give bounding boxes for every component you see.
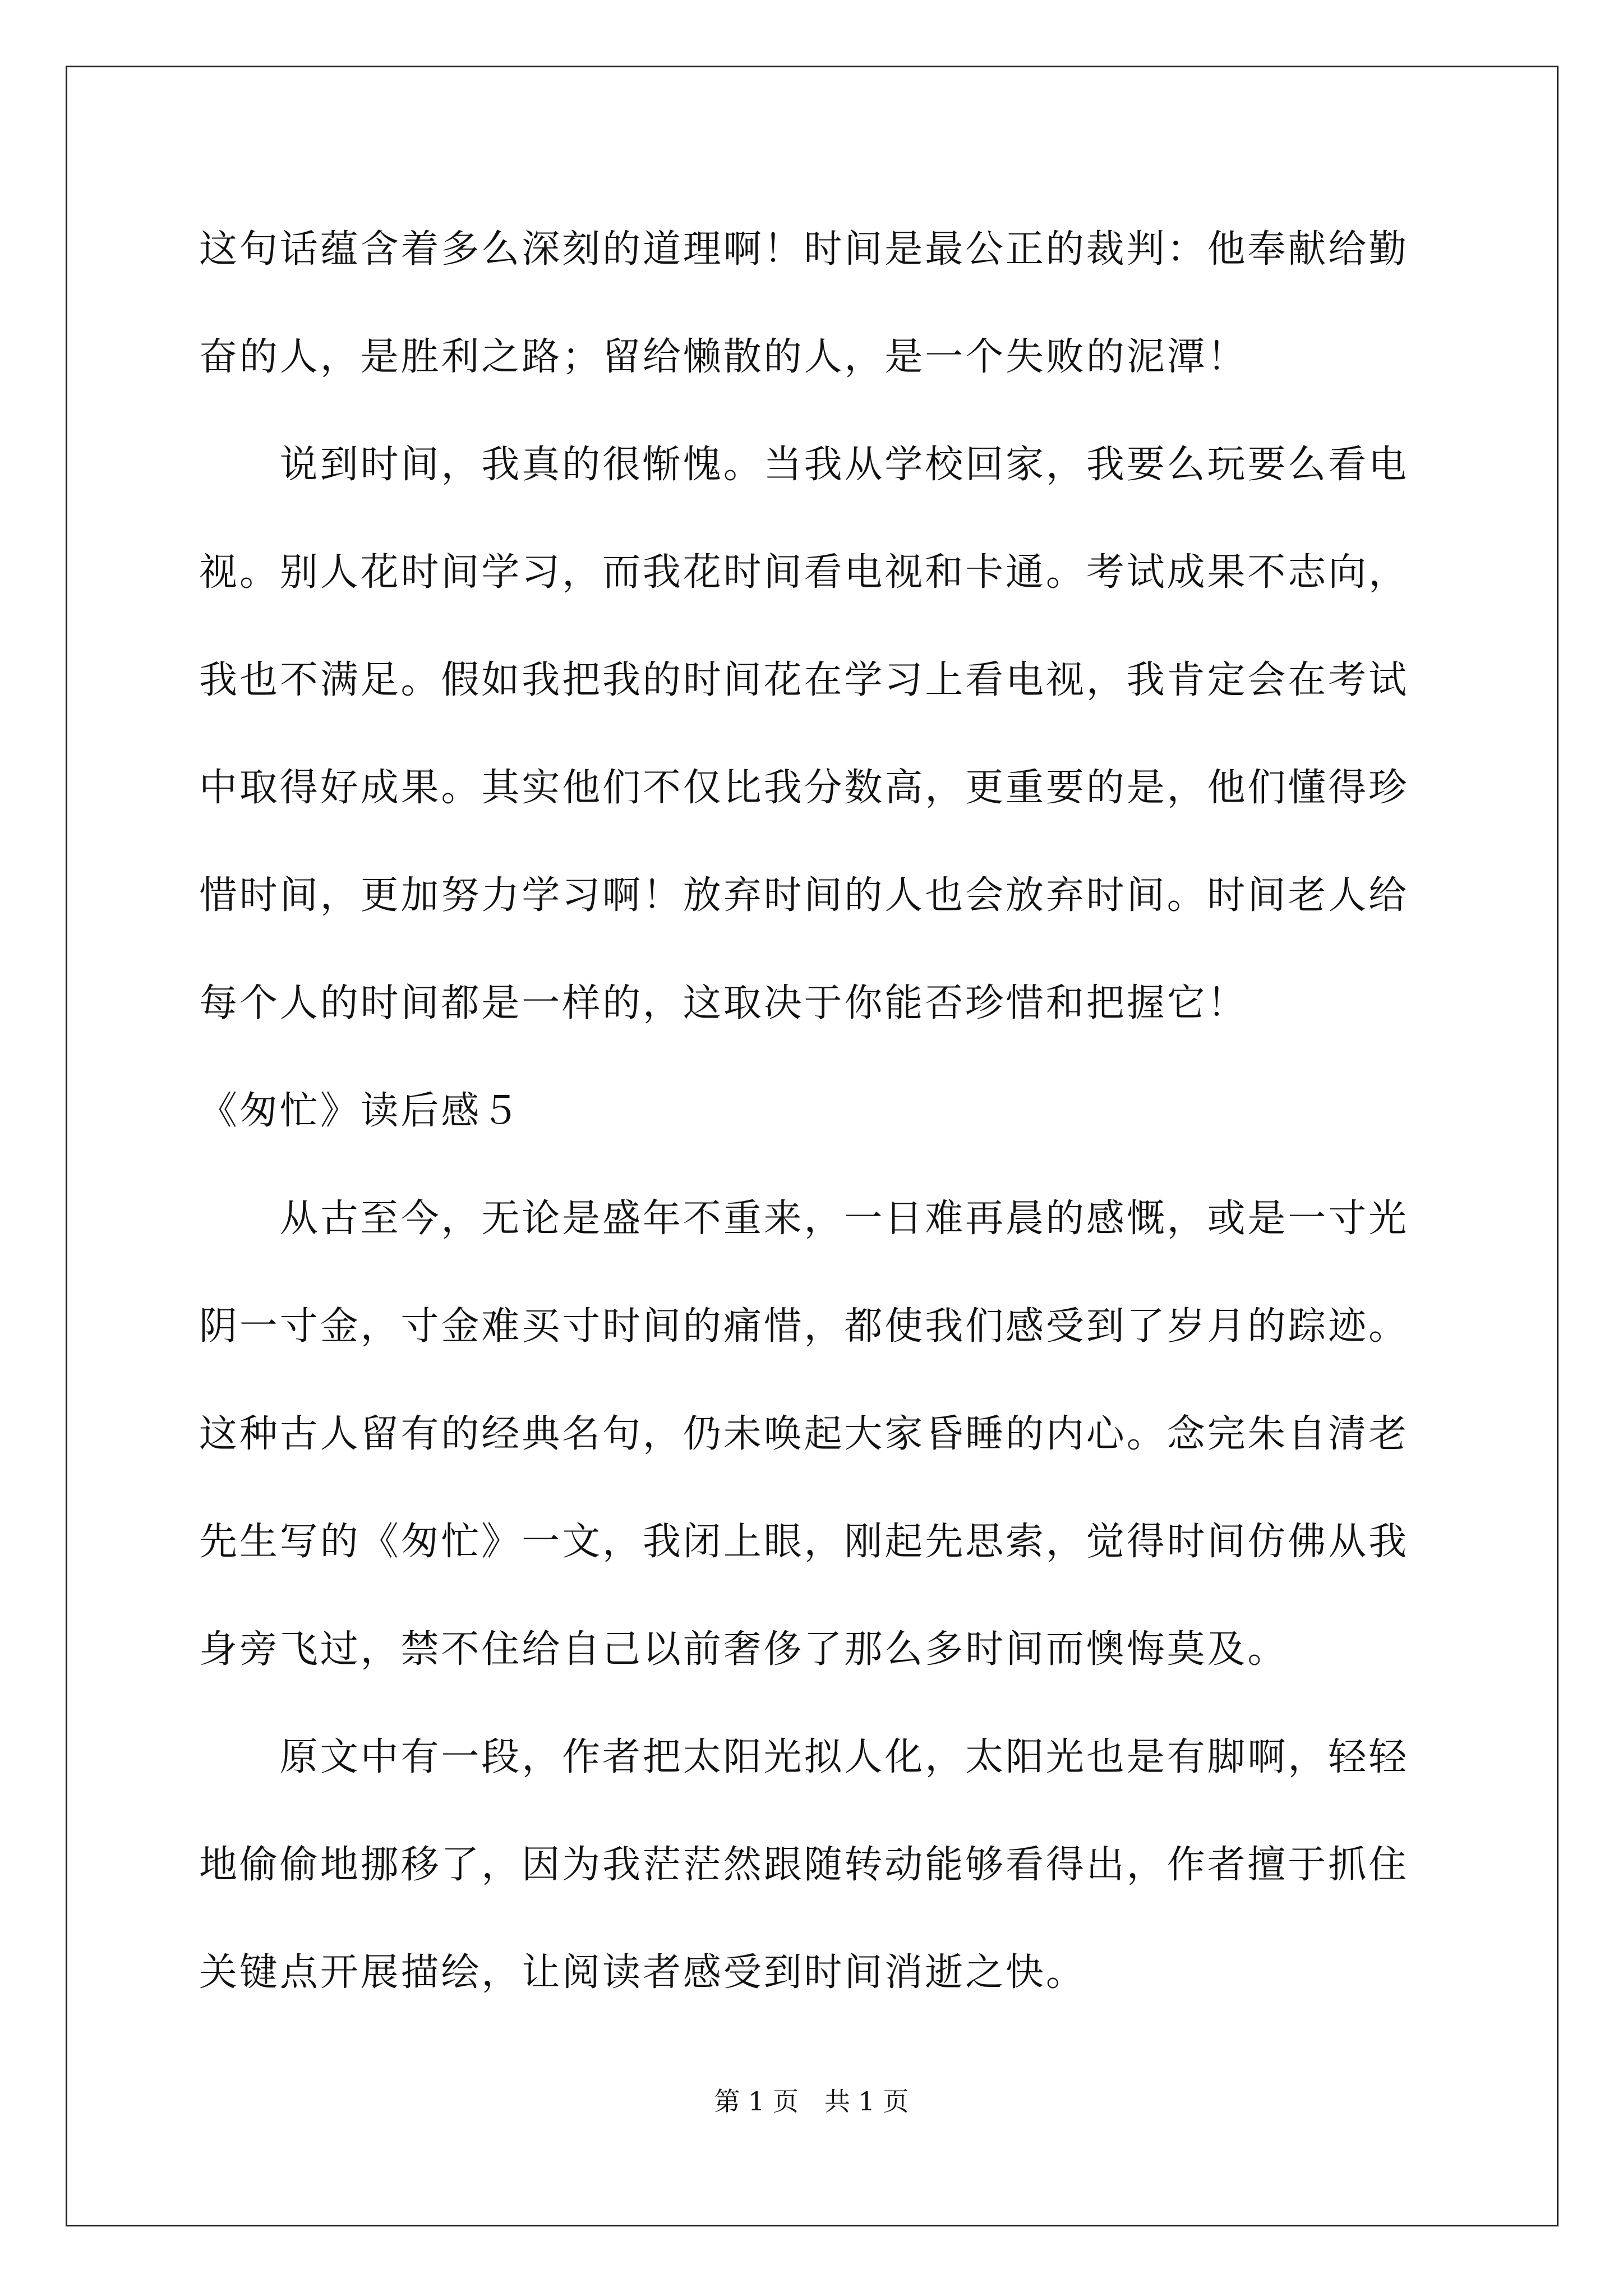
paragraph-line: 奋的人，是胜利之路；留给懒散的人，是一个失败的泥潭！ [199,335,1248,379]
paragraph-line: 从古至今，无论是盛年不重来，一日难再晨的感慨，或是一寸光 [199,1197,1409,1241]
paragraph-line: 身旁飞过，禁不住给自己以前奢侈了那么多时间而懊悔莫及。 [199,1627,1288,1672]
paragraph-line: 每个人的时间都是一样的，这取决于你能否珍惜和把握它！ [199,981,1248,1025]
section-heading: 《匆忙》读后感５ [199,1089,522,1133]
page-number-footer: 第 1 页 共 1 页 [714,2086,909,2116]
paragraph-line: 这句话蕴含着多么深刻的道理啊！时间是最公正的裁判：他奉献给勤 [199,227,1409,272]
paragraph-line: 阴一寸金，寸金难买寸时间的痛惜，都使我们感受到了岁月的踪迹。 [199,1304,1409,1349]
paragraph-line: 地偷偷地挪移了，因为我茫茫然跟随转动能够看得出，作者擅于抓住 [199,1843,1409,1887]
paragraph-line: 视。别人花时间学习，而我花时间看电视和卡通。考试成果不志向， [199,550,1409,595]
page-border [66,66,1559,2226]
paragraph-line: 我也不满足。假如我把我的时间花在学习上看电视，我肯定会在考试 [199,658,1409,702]
paragraph-line: 中取得好成果。其实他们不仅比我分数高，更重要的是，他们懂得珍 [199,766,1409,810]
paragraph-line: 说到时间，我真的很惭愧。当我从学校回家，我要么玩要么看电 [199,443,1409,487]
paragraph-line: 原文中有一段，作者把太阳光拟人化，太阳光也是有脚啊，轻轻 [199,1735,1409,1779]
paragraph-line: 惜时间，更加努力学习啊！放弃时间的人也会放弃时间。时间老人给 [199,873,1409,918]
paragraph-line: 先生写的《匆忙》一文，我闭上眼，刚起先思索，觉得时间仿佛从我 [199,1520,1409,1564]
paragraph-line: 关键点开展描绘，让阅读者感受到时间消逝之快。 [199,1950,1086,1995]
paragraph-line: 这种古人留有的经典名句，仍未唤起大家昏睡的内心。念完朱自清老 [199,1412,1409,1456]
